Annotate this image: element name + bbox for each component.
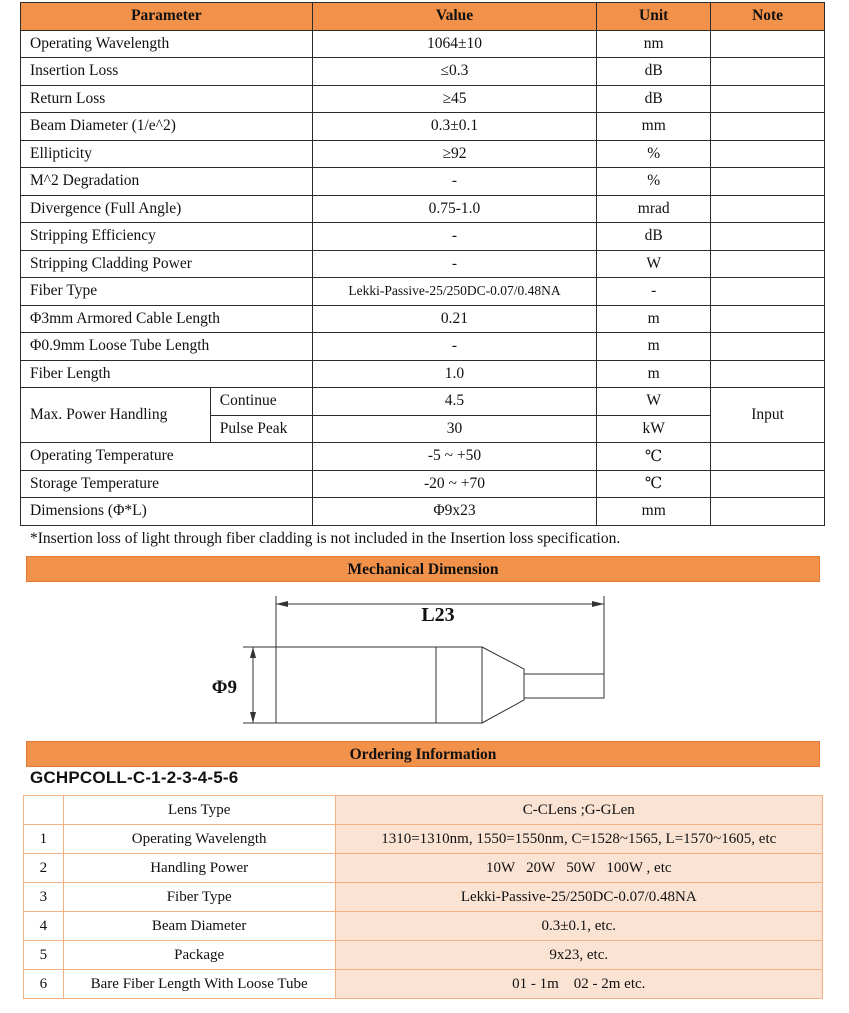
spec-param: Return Loss: [21, 85, 313, 113]
footnote: *Insertion loss of light through fiber cladding is not included in the Insertion loss specification.: [30, 530, 621, 547]
spec-note: [711, 58, 825, 86]
ordering-num-cell: [24, 796, 64, 825]
spec-note: [711, 305, 825, 333]
ordering-num: 5: [24, 941, 64, 970]
spec-value: ≥45: [312, 85, 597, 113]
lens-type-label: Lens Type: [63, 796, 335, 825]
spec-param: M^2 Degradation: [21, 168, 313, 196]
spec-row: [21, 443, 825, 471]
ordering-label: Bare Fiber Length With Loose Tube: [63, 970, 335, 999]
spec-row: [21, 498, 825, 526]
spec-unit: m: [597, 305, 711, 333]
ordering-label: Fiber Type: [63, 883, 335, 912]
ordering-num: 4: [24, 912, 64, 941]
spec-row: [21, 30, 825, 58]
ordering-value: 10W 20W 50W 100W , etc: [335, 854, 823, 883]
spec-value: 1064±10: [312, 30, 597, 58]
spec-unit: %: [597, 168, 711, 196]
spec-unit: ℃: [597, 470, 711, 498]
power-sub-unit: kW: [597, 415, 711, 443]
spec-note: [711, 223, 825, 251]
power-param: Max. Power Handling: [21, 388, 211, 443]
spec-value: 1.0: [312, 360, 597, 388]
spec-row: [21, 278, 825, 306]
spec-table: [20, 2, 825, 526]
spec-row: [21, 113, 825, 141]
spec-row: [21, 470, 825, 498]
spec-row: [21, 58, 825, 86]
ordering-value: 9x23, etc.: [335, 941, 823, 970]
spec-note: [711, 250, 825, 278]
ordering-table: [23, 795, 823, 999]
spec-value: Lekki-Passive-25/250DC-0.07/0.48NA: [312, 278, 597, 306]
ordering-banner: Ordering Information: [26, 741, 820, 767]
mechanical-drawing: [195, 590, 635, 735]
spec-unit: mrad: [597, 195, 711, 223]
length-label: L23: [421, 604, 455, 626]
power-row-continue: [21, 388, 825, 416]
header-value: Value: [312, 3, 597, 31]
spec-value: 0.3±0.1: [312, 113, 597, 141]
spec-note: [711, 168, 825, 196]
power-sub-value: 4.5: [312, 388, 597, 416]
power-sub-label: Continue: [210, 388, 312, 416]
spec-unit: dB: [597, 85, 711, 113]
spec-value: -20 ~ +70: [312, 470, 597, 498]
spec-row: [21, 333, 825, 361]
header-parameter: Parameter: [21, 3, 313, 31]
spec-unit: m: [597, 360, 711, 388]
spec-unit: W: [597, 250, 711, 278]
spec-value: 0.21: [312, 305, 597, 333]
ordering-num: 6: [24, 970, 64, 999]
spec-note: [711, 278, 825, 306]
spec-row: [21, 85, 825, 113]
ordering-row: [24, 825, 823, 854]
power-note: Input: [711, 388, 825, 443]
spec-param: Insertion Loss: [21, 58, 313, 86]
spec-row: [21, 305, 825, 333]
mechanical-banner: Mechanical Dimension: [26, 556, 820, 582]
header-note: Note: [711, 3, 825, 31]
spec-value: Φ9x23: [312, 498, 597, 526]
collimator-taper: [482, 647, 524, 723]
spec-param: Φ0.9mm Loose Tube Length: [21, 333, 313, 361]
fiber-tube: [524, 674, 604, 698]
ordering-value: 01 - 1m 02 - 2m etc.: [335, 970, 823, 999]
header-unit: Unit: [597, 3, 711, 31]
spec-row: [21, 360, 825, 388]
arrow-left: [276, 601, 288, 607]
power-sub-value: 30: [312, 415, 597, 443]
spec-param: Dimensions (Φ*L): [21, 498, 313, 526]
spec-row: [21, 223, 825, 251]
spec-param: Fiber Type: [21, 278, 313, 306]
spec-value: -: [312, 250, 597, 278]
power-sub-label: Pulse Peak: [210, 415, 312, 443]
ordering-label: Operating Wavelength: [63, 825, 335, 854]
ordering-value: 1310=1310nm, 1550=1550nm, C=1528~1565, L=1570~1605, etc: [335, 825, 823, 854]
spec-note: [711, 498, 825, 526]
ordering-body: [24, 796, 823, 999]
ordering-value: Lekki-Passive-25/250DC-0.07/0.48NA: [335, 883, 823, 912]
spec-row: [21, 140, 825, 168]
spec-header-row: [21, 3, 825, 31]
spec-note: [711, 443, 825, 471]
spec-param: Ellipticity: [21, 140, 313, 168]
spec-param: Divergence (Full Angle): [21, 195, 313, 223]
spec-value: ≤0.3: [312, 58, 597, 86]
spec-value: -5 ~ +50: [312, 443, 597, 471]
spec-value: 0.75-1.0: [312, 195, 597, 223]
spec-value: -: [312, 168, 597, 196]
spec-unit: -: [597, 278, 711, 306]
spec-unit: %: [597, 140, 711, 168]
spec-note: [711, 333, 825, 361]
spec-param: Stripping Cladding Power: [21, 250, 313, 278]
spec-param: Φ3mm Armored Cable Length: [21, 305, 313, 333]
lens-type-value: C-CLens ;G-GLen: [335, 796, 823, 825]
ordering-label: Handling Power: [63, 854, 335, 883]
spec-note: [711, 85, 825, 113]
diameter-label: Φ9: [211, 677, 237, 698]
spec-row: [21, 250, 825, 278]
spec-unit: mm: [597, 498, 711, 526]
ordering-num: 2: [24, 854, 64, 883]
spec-unit: dB: [597, 58, 711, 86]
spec-unit: ℃: [597, 443, 711, 471]
spec-value: ≥92: [312, 140, 597, 168]
spec-unit: m: [597, 333, 711, 361]
ordering-row: [24, 970, 823, 999]
spec-unit: nm: [597, 30, 711, 58]
spec-param: Fiber Length: [21, 360, 313, 388]
spec-note: [711, 140, 825, 168]
spec-note: [711, 195, 825, 223]
arrow-bottom: [250, 712, 256, 723]
spec-row: [21, 195, 825, 223]
ordering-value: 0.3±0.1, etc.: [335, 912, 823, 941]
ordering-row: [24, 912, 823, 941]
spec-note: [711, 360, 825, 388]
spec-param: Storage Temperature: [21, 470, 313, 498]
spec-param: Stripping Efficiency: [21, 223, 313, 251]
ordering-row: [24, 941, 823, 970]
spec-param: Operating Wavelength: [21, 30, 313, 58]
spec-note: [711, 113, 825, 141]
part-number-code: GCHPCOLL-C-1-2-3-4-5-6: [30, 768, 239, 787]
spec-note: [711, 470, 825, 498]
spec-unit: mm: [597, 113, 711, 141]
spec-param: Beam Diameter (1/e^2): [21, 113, 313, 141]
ordering-label: Beam Diameter: [63, 912, 335, 941]
arrow-right: [592, 601, 604, 607]
power-sub-unit: W: [597, 388, 711, 416]
ordering-row: [24, 854, 823, 883]
ordering-num: 3: [24, 883, 64, 912]
ordering-label: Package: [63, 941, 335, 970]
spec-param: Operating Temperature: [21, 443, 313, 471]
arrow-top: [250, 647, 256, 658]
spec-unit: dB: [597, 223, 711, 251]
ordering-header-row: [24, 796, 823, 825]
spec-value: -: [312, 333, 597, 361]
spec-body: [21, 30, 825, 525]
ordering-num: 1: [24, 825, 64, 854]
ordering-row: [24, 883, 823, 912]
spec-note: [711, 30, 825, 58]
spec-value: -: [312, 223, 597, 251]
collimator-body: [276, 647, 482, 723]
spec-row: [21, 168, 825, 196]
